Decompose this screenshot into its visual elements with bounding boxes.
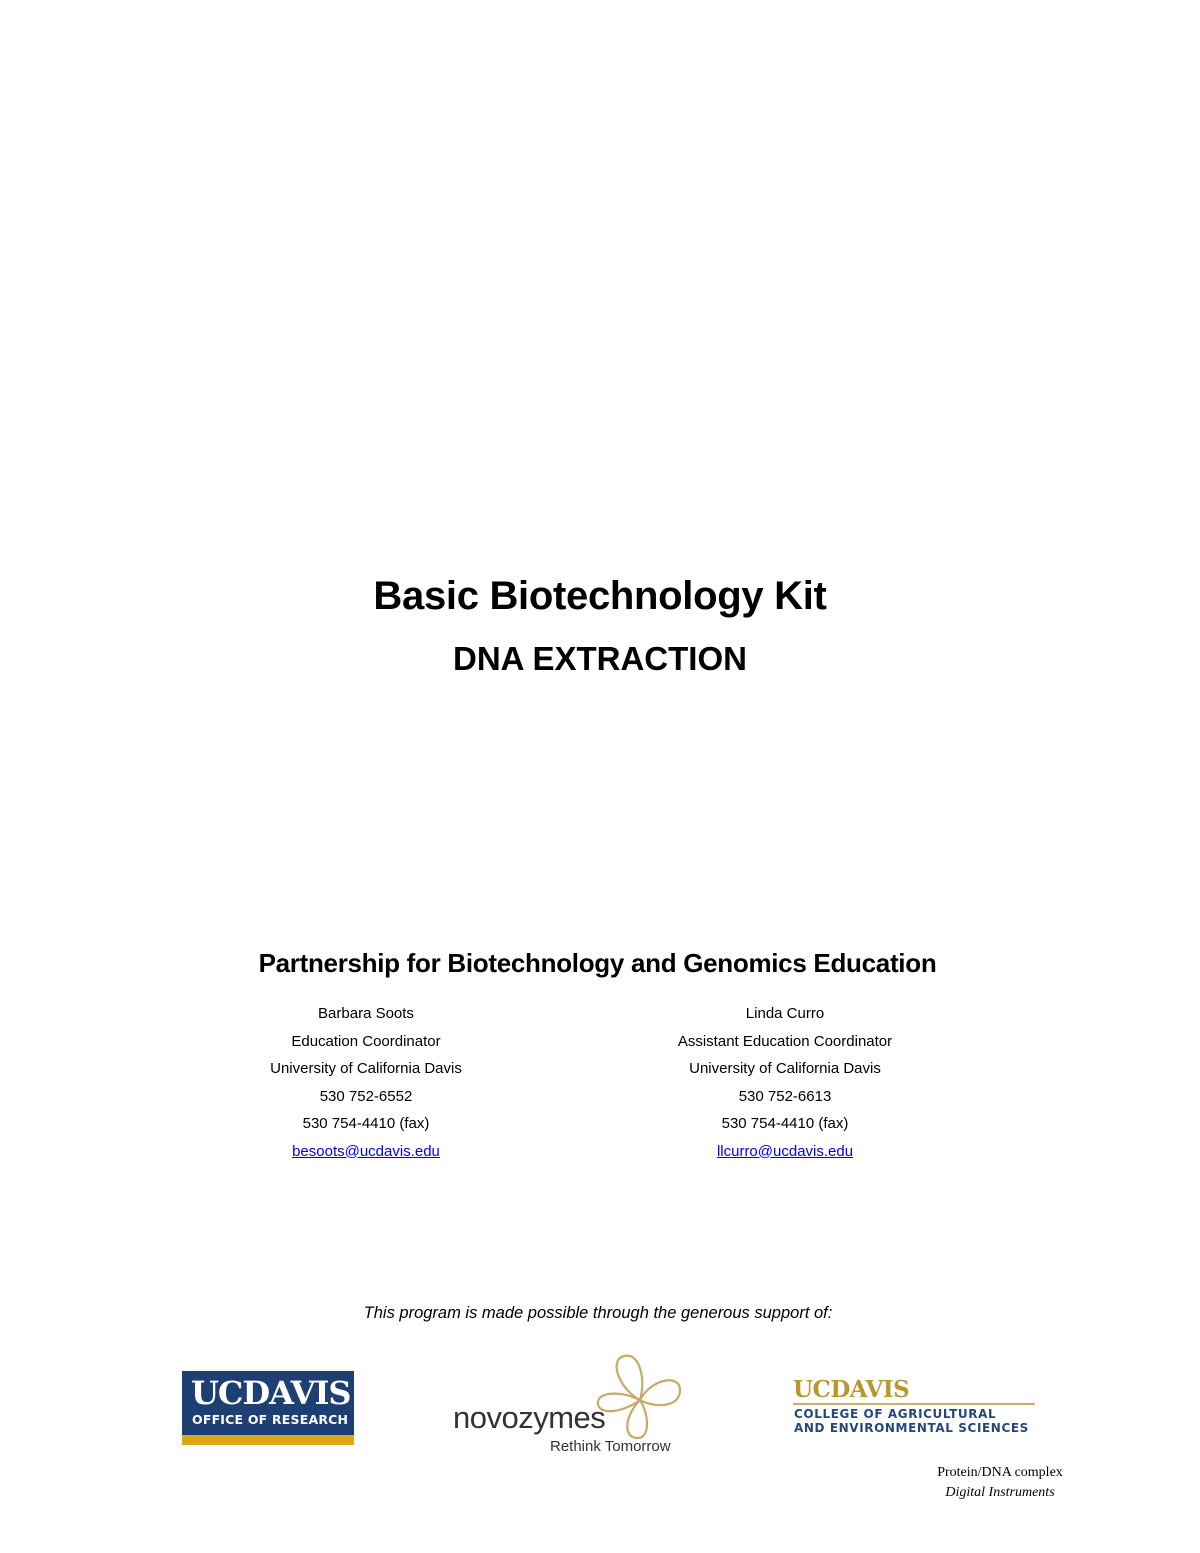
logo-sub-text: OFFICE OF RESEARCH: [192, 1412, 349, 1427]
ucdavis-caes-logo: [793, 1378, 1043, 1438]
caes-logo-main-text: UCDAVIS: [793, 1376, 910, 1403]
contact-fax: 530 754-4410 (fax): [721, 1115, 849, 1132]
contact-email-link[interactable]: besoots@ucdavis.edu: [292, 1142, 440, 1160]
contact-fax: 530 754-4410 (fax): [302, 1115, 430, 1132]
caes-logo-divider: [793, 1403, 1035, 1405]
ucdavis-office-of-research-logo: [182, 1371, 354, 1445]
image-caption-title: Protein/DNA complex: [937, 1465, 1063, 1480]
contact-institution: University of California Davis: [689, 1060, 881, 1077]
partnership-heading: Partnership for Biotechnology and Genomics Education: [258, 948, 937, 978]
contact-card-linda: [605, 1000, 965, 1165]
document-subtitle: DNA EXTRACTION: [453, 640, 747, 677]
contact-name: Barbara Soots: [318, 1005, 414, 1022]
novozymes-tagline: Rethink Tomorrow: [550, 1438, 671, 1455]
caes-logo-line-1: COLLEGE OF AGRICULTURAL: [794, 1407, 997, 1421]
caes-logo-line-2: AND ENVIRONMENTAL SCIENCES: [794, 1421, 1029, 1435]
contact-role: Education Coordinator: [291, 1032, 441, 1050]
novozymes-clover-icon: [596, 1352, 686, 1442]
novozymes-logo: [448, 1352, 688, 1462]
contact-role: Assistant Education Coordinator: [677, 1032, 893, 1050]
contact-phone: 530 752-6552: [319, 1087, 413, 1105]
image-caption-credit: Digital Instruments: [945, 1485, 1055, 1500]
contact-email-link[interactable]: llcurro@ucdavis.edu: [716, 1142, 854, 1160]
contact-institution: University of California Davis: [270, 1060, 462, 1077]
contact-phone: 530 752-6613: [738, 1087, 832, 1105]
support-statement: This program is made possible through the generous support of:: [363, 1304, 833, 1322]
contact-name: Linda Curro: [745, 1005, 825, 1022]
logo-main-text: UCDAVIS: [191, 1374, 351, 1412]
novozymes-wordmark: novozymes: [453, 1400, 606, 1435]
logo-gold-band: [182, 1435, 354, 1445]
contact-card-barbara: [186, 1000, 546, 1165]
document-title: Basic Biotechnology Kit: [373, 574, 827, 618]
